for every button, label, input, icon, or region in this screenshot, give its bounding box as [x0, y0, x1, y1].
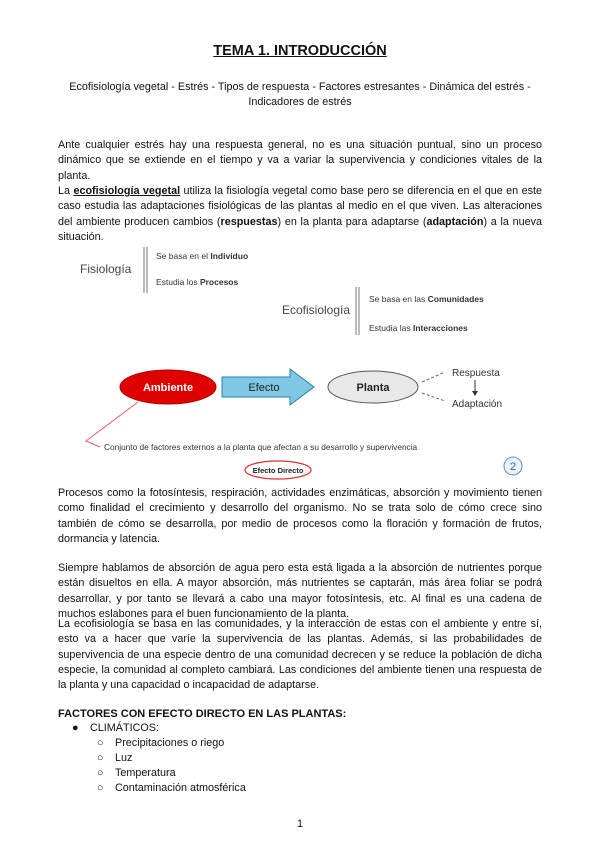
p2-bold-respuestas: respuestas	[220, 215, 278, 228]
paragraph-2	[58, 184, 542, 245]
ecofisiologia-item-2	[369, 323, 468, 333]
list-item	[97, 737, 225, 749]
diagram-fisiologia-label: Fisiología	[80, 262, 132, 276]
eco-item1-pre: Se basa en las	[369, 294, 428, 304]
list-top-label: CLIMÁTICOS:	[90, 722, 159, 734]
fis-item2-bold: Procesos	[199, 277, 239, 287]
ambiente-connector-line	[86, 402, 138, 447]
efecto-directo-label: Efecto Directo	[252, 466, 304, 475]
section-heading: FACTORES CON EFECTO DIRECTO EN LAS PLANTAS:	[58, 708, 347, 720]
efecto-label: Efecto	[248, 382, 280, 394]
fisiologia-item-1	[156, 251, 248, 261]
list-item-label: Luz	[115, 752, 133, 764]
bullet-circle: ○	[97, 782, 104, 794]
ecofisiologia-item-1	[369, 294, 484, 304]
paragraph-5: La ecofisiología se basa en las comunidades, y la interacción de estas con el ambiente y entre sí, esto va a hacer que varíe la supervivencia de las plantas. Además, si las probabilidades de supervivencia de una especie dentro de una comunidad decrecen y se reduce la población de dicha especie, la comunidad al completo cambiará. Las condiciones del ambiente tienen una respuesta de la planta y una capacidad o incapacidad de adaptarse.	[58, 618, 542, 692]
paragraph-3: Procesos como la fotosíntesis, respiración, actividades enzimáticas, absorción y movimiento tienen como finalidad el crecimiento y desarrollo del organismo. No se trata solo de cómo crece sino también de cómo se desarrolla, por medio de procesos como la floración y formación de frutos, dormancia y latencia.	[58, 487, 542, 545]
p2-bold-ecofisiologia: ecofisiología vegetal	[73, 185, 181, 197]
paragraph-1: Ante cualquier estrés hay una respuesta general, no es una situación puntual, sino un proceso dinámico que se extiende en el tiempo y va a variar la supervivencia y condiciones vitales de la planta.	[58, 139, 542, 182]
fis-item1-pre: Se basa en el	[156, 251, 211, 261]
fis-item1-bold: Individuo	[210, 251, 249, 261]
respuesta-label: Respuesta	[452, 368, 500, 379]
respuesta-dash-line	[422, 372, 445, 382]
eco-item2-pre: Estudia las	[369, 323, 413, 333]
eco-item1-bold: Comunidades	[427, 294, 484, 304]
planta-label: Planta	[356, 382, 390, 394]
list-item	[97, 752, 133, 764]
p2-text-4: ) a la nueva situación.	[58, 215, 543, 243]
subtitle-line-1: Ecofisiología vegetal - Estrés - Tipos de respuesta - Factores estresantes - Dinámica del estrés -	[69, 81, 531, 93]
ecofisiologia-diagram	[60, 241, 540, 481]
list-item-label: Contaminación atmosférica	[115, 782, 246, 794]
adaptacion-dash-line	[422, 393, 445, 401]
page-badge-number: 2	[509, 461, 517, 473]
p2-text-2: utiliza la fisiología vegetal como base pero se diferencia en el que en este caso estudia las adaptaciones fisiológicas de las plantas al medio en el que viven. Las alteraciones del ambiente producen cambios (	[58, 185, 543, 228]
conjunto-label: Conjunto de factores externos a la planta que afectan a su desarrollo y supervivencia	[104, 442, 418, 452]
bullet-circle: ○	[97, 752, 104, 764]
ambiente-label: Ambiente	[142, 382, 194, 394]
list-item-label: Temperatura	[115, 767, 176, 779]
subtitle	[60, 80, 540, 110]
bullet-dot: ●	[72, 722, 79, 734]
bullet-circle: ○	[97, 737, 104, 749]
eco-item2-bold: Interacciones	[412, 323, 468, 333]
page-number: 1	[296, 818, 304, 830]
paragraph-4: Siempre hablamos de absorción de agua pero esta está ligada a la absorción de nutrientes porque están disueltos en ella. A mayor absorción, más nutrientes se captarán, más área foliar se podrá desarrollar, y por tanto se llevará a cabo una mayor fotosíntesis, etc. Al final es una cadena de muchos eslabones para el buen funcionamiento de la planta.	[58, 562, 542, 620]
p2-bold-adaptacion: adaptación	[426, 215, 484, 228]
adaptacion-label: Adaptación	[452, 399, 503, 410]
subtitle-line-2: Indicadores de estrés	[248, 96, 352, 108]
bullet-circle: ○	[97, 767, 104, 779]
fis-item2-pre: Estudia los	[156, 277, 200, 287]
page-title: TEMA 1. INTRODUCCIÓN	[213, 43, 387, 59]
diagram-ecofisiologia-label: Ecofisiología	[282, 303, 351, 317]
respuesta-down-arrow-head	[472, 391, 478, 396]
list-item	[97, 782, 246, 794]
fisiologia-item-2	[156, 277, 238, 287]
list-item-label: Precipitaciones o riego	[115, 737, 225, 749]
list-item	[97, 767, 176, 779]
p2-text-1: La	[58, 185, 74, 197]
p2-text-3: ) en la planta para adaptarse (	[277, 215, 427, 228]
